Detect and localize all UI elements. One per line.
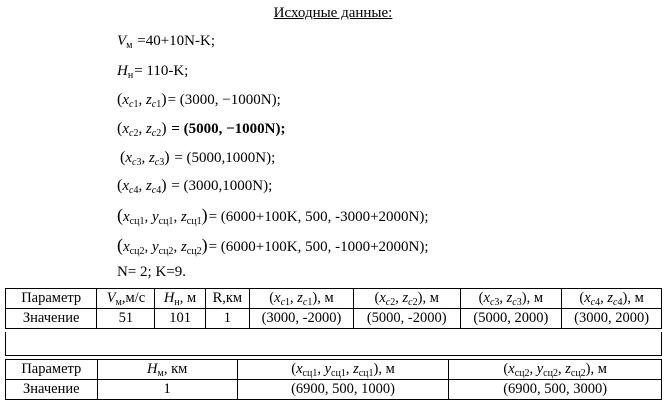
formula-c3-value: = (5000,1000N); [174, 150, 276, 166]
section-title: Исходные данные: [273, 5, 393, 21]
header-c3: ($x_{c3}$, $z_{c3}$), м [460, 289, 562, 309]
value-sc1: (6900, 500, 1000) [237, 380, 449, 400]
formula-c2: ($x_{c2}$, $z_{c2}) = (5000$, −1000N); [117, 120, 286, 139]
table-header-row [6, 360, 662, 380]
value-c3: (5000, 2000) [460, 309, 562, 329]
formula-c1-value: = (3000, −1000N); [167, 92, 281, 108]
formula-sc2: ($x_{сц2}$, $y_{сц2}$, $z_{сц2})= (6000+100K$, 500, -1000+2000N); [117, 235, 429, 257]
table-header-row [6, 289, 662, 309]
formula-vm: $V_м =40+10N-K$; [117, 33, 215, 51]
value-sc2: (6900, 500, 3000) [449, 380, 662, 400]
row-label: Значение [6, 309, 97, 329]
value-r: 1 [205, 309, 249, 329]
header-vm: $V_м,м/с$ [97, 289, 155, 309]
row-label: Значение [6, 380, 98, 400]
formula-c4: ($x_{c4}$, $z_{c4}) = (3000,1000N)$; [117, 177, 273, 196]
formula-c4-value: = (3000,1000N); [171, 178, 273, 194]
header-c2: ($x_{c2}$, $z_{c2}$), м [353, 289, 460, 309]
formula-hn: $H_н= 110-K$; [117, 63, 189, 81]
formula-sc1: ($x_{сц1}$, $y_{сц1}$, $z_{сц1})= (6000+100K$, 500, -3000+2000N); [117, 205, 429, 227]
table-row [6, 380, 662, 400]
value-hn: 101 [155, 309, 205, 329]
table-row [6, 309, 662, 329]
header-sc2: ($x_{сц2}$, $y_{сц2}$, $z_{сц2}$), м [449, 360, 662, 380]
formula-sc2-value: = (6000+100K, 500, -1000+2000N); [208, 239, 429, 255]
header-hn: $H_н$, м [155, 289, 205, 309]
header-sc1: ($x_{сц1}$, $y_{сц1}$, $z_{сц1}$), м [237, 360, 449, 380]
header-r: R,км [205, 289, 249, 309]
value-c4: (3000, 2000) [562, 309, 662, 329]
header-hm: $H_м$, км [97, 360, 237, 380]
header-c4: ($x_{c4}$, $z_{c4}$), м [562, 289, 662, 309]
header-param: Параметр [6, 360, 98, 380]
formula-c2-value: = (5000, −1000N); [171, 121, 286, 137]
table-spacer [5, 332, 662, 356]
formula-sc1-value: = (6000+100K, 500, -3000+2000N); [208, 209, 429, 225]
formula-nk: N= 2; K=9. [117, 264, 187, 280]
value-c2: (5000, -2000) [353, 309, 460, 329]
header-param: Параметр [6, 289, 97, 309]
value-c1: (3000, -2000) [250, 309, 354, 329]
value-hm: 1 [97, 380, 237, 400]
formula-hn-value: = 110-K; [134, 63, 189, 79]
formula-vm-value: =40+10N-K; [137, 33, 215, 49]
parameters-table-1 [5, 288, 662, 329]
formula-c3: ($x_{c3}$, $z_{c3}) = (5000,1000N)$; [120, 149, 276, 168]
value-vm: 51 [97, 309, 155, 329]
parameters-table-2 [5, 359, 662, 400]
formula-c1: ($x_{c1}$, $z_{c1})= (3000$, −1000N); [117, 91, 281, 110]
header-c1: ($x_{c1}$, $z_{c1}$), м [250, 289, 354, 309]
